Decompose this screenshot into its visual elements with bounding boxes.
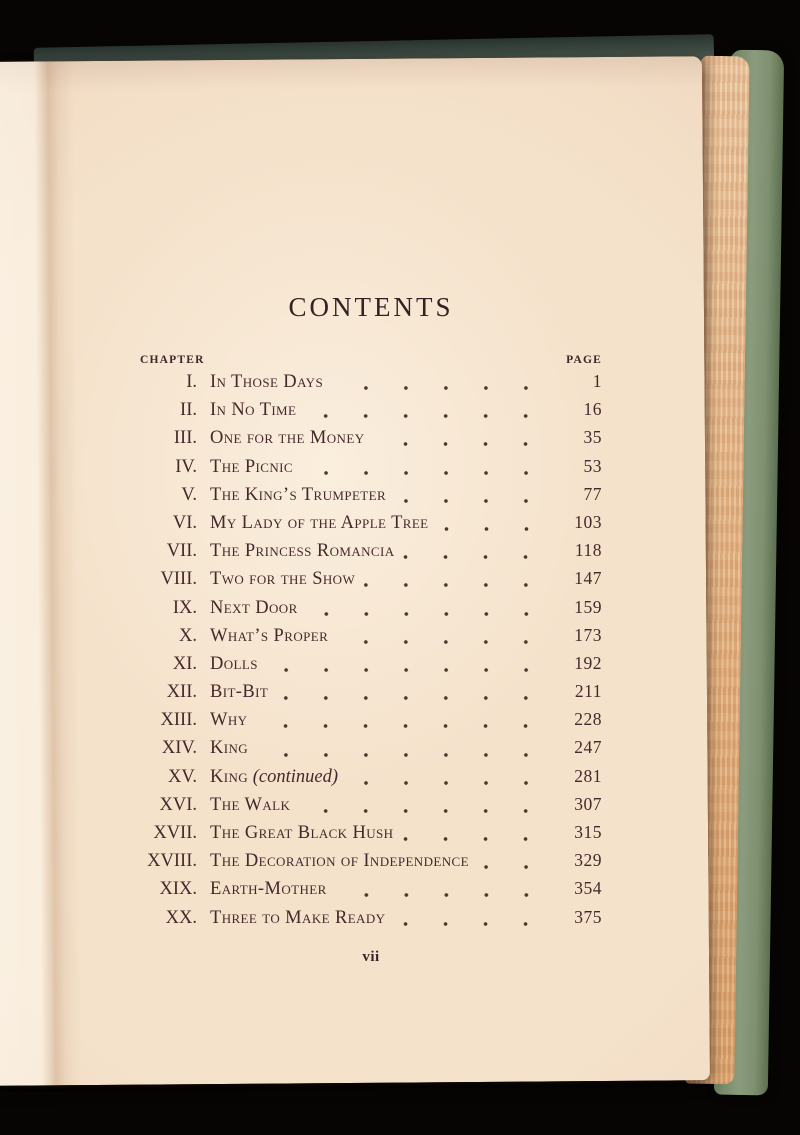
chapter-page-number: 173 (574, 624, 602, 645)
chapter-title: Earth-Mother (210, 879, 327, 900)
chapter-page-number: 35 (583, 427, 602, 448)
toc-row (140, 907, 602, 935)
leader-dots (395, 498, 546, 504)
chapter-page-number: 103 (574, 511, 602, 532)
toc-row (140, 850, 602, 878)
chapter-page-number: 192 (574, 652, 602, 673)
toc-row (140, 737, 602, 765)
leader-dots (307, 611, 546, 617)
toc-row (140, 625, 602, 653)
toc-row (140, 681, 602, 709)
toc-row (140, 371, 602, 399)
chapter-title: In No Time (210, 400, 297, 421)
chapter-title: Three to Make Ready (210, 907, 386, 928)
chapter-numeral: XVII. (153, 823, 197, 843)
chapter-numeral: XV. (168, 766, 197, 787)
chapter-numeral: II. (180, 400, 197, 421)
chapter-numeral: VII. (166, 541, 197, 562)
leader-dots (394, 921, 546, 927)
toc-row (140, 597, 602, 625)
chapter-page-number: 118 (574, 540, 602, 561)
chapter-numeral: VI. (172, 512, 197, 533)
toc-row (140, 456, 602, 484)
chapter-page-number: 16 (583, 399, 602, 420)
chapter-title: What’s Proper (210, 625, 329, 646)
leader-dots (347, 780, 546, 786)
leader-dots (277, 695, 546, 701)
chapter-title: Why (210, 710, 248, 731)
chapter-title: The King’s Trumpeter (210, 484, 387, 505)
leader-dots (478, 864, 546, 870)
toc-row (140, 766, 602, 794)
contents-page (140, 292, 602, 966)
chapter-numeral: XI. (172, 653, 197, 674)
toc-row (140, 484, 602, 512)
leader-dots (438, 526, 546, 532)
leader-dots (257, 752, 546, 758)
chapter-page-number: 315 (574, 822, 602, 842)
chapter-numeral: XVI. (159, 794, 197, 815)
chapter-title: King (210, 738, 249, 759)
chapter-page-number: 1 (592, 371, 602, 391)
chapter-column-header: CHAPTER (140, 354, 205, 366)
toc-row (140, 568, 602, 596)
toc-row (140, 540, 602, 568)
leader-dots (302, 470, 546, 476)
chapter-title: The Great Black Hush (210, 823, 394, 843)
chapter-numeral: XIV. (161, 738, 197, 759)
chapter-page-number: 77 (583, 483, 602, 504)
page-column-header: PAGE (566, 354, 602, 366)
chapter-title: Bit-Bit (210, 682, 269, 703)
chapter-numeral: XIII. (160, 710, 197, 731)
chapter-title: King (continued) (210, 766, 338, 787)
leader-dots (299, 808, 546, 814)
toc-row (140, 878, 602, 906)
chapter-title: Next Door (210, 597, 298, 618)
chapter-page-number: 211 (574, 681, 602, 702)
leader-dots (402, 836, 546, 842)
chapter-title: The Picnic (210, 456, 293, 477)
chapter-page-number: 307 (574, 793, 602, 814)
chapter-numeral: IX. (172, 597, 197, 618)
toc-row (140, 794, 602, 822)
chapter-numeral: XVIII. (147, 851, 197, 872)
contents-heading: CONTENTS (288, 292, 454, 322)
chapter-page-number: 354 (574, 878, 602, 899)
folio-page-number: vii (362, 948, 380, 965)
chapter-numeral: VIII. (160, 569, 197, 590)
chapter-title: In Those Days (210, 372, 324, 392)
chapter-numeral: X. (179, 625, 197, 646)
toc-row (140, 427, 602, 455)
toc-row (140, 399, 602, 427)
chapter-page-number: 228 (574, 709, 602, 730)
chapter-title: The Decoration of Independence (210, 851, 469, 872)
chapter-page-number: 375 (574, 906, 602, 927)
leader-dots (403, 554, 546, 560)
chapter-page-number: 53 (583, 455, 602, 476)
chapter-title: The Princess Romancia (210, 541, 395, 562)
leader-dots (267, 667, 546, 673)
chapter-title: The Walk (210, 794, 291, 815)
chapter-numeral: XIX. (159, 879, 197, 900)
toc-row (140, 653, 602, 681)
toc-row (140, 512, 602, 540)
chapter-numeral: XX. (165, 907, 197, 928)
chapter-numeral: V. (181, 484, 197, 505)
chapter-page-number: 147 (574, 568, 602, 589)
leader-dots (373, 441, 546, 447)
chapter-title: My Lady of the Apple Tree (210, 512, 429, 533)
leader-dots (364, 582, 546, 588)
chapter-numeral: I. (186, 372, 197, 392)
chapter-title: Dolls (210, 653, 258, 674)
toc-row (140, 709, 602, 737)
chapter-page-number: 329 (574, 850, 602, 871)
toc-rows (140, 371, 602, 935)
chapter-numeral: XII. (166, 682, 197, 703)
chapter-page-number: 159 (574, 596, 602, 617)
chapter-numeral: III. (173, 428, 197, 449)
toc-row (140, 822, 602, 850)
chapter-title: One for the Money (210, 428, 365, 449)
leader-dots (256, 723, 546, 729)
table-column-headers (140, 354, 602, 366)
leader-dots (336, 892, 546, 898)
chapter-title: Two for the Show (210, 569, 356, 590)
chapter-page-number: 281 (574, 765, 602, 786)
leader-dots (337, 639, 546, 645)
chapter-page-number: 247 (574, 737, 602, 758)
chapter-numeral: IV. (175, 456, 197, 477)
leader-dots (332, 385, 546, 391)
leader-dots (305, 413, 546, 419)
chapter-title-suffix: (continued) (248, 766, 338, 787)
